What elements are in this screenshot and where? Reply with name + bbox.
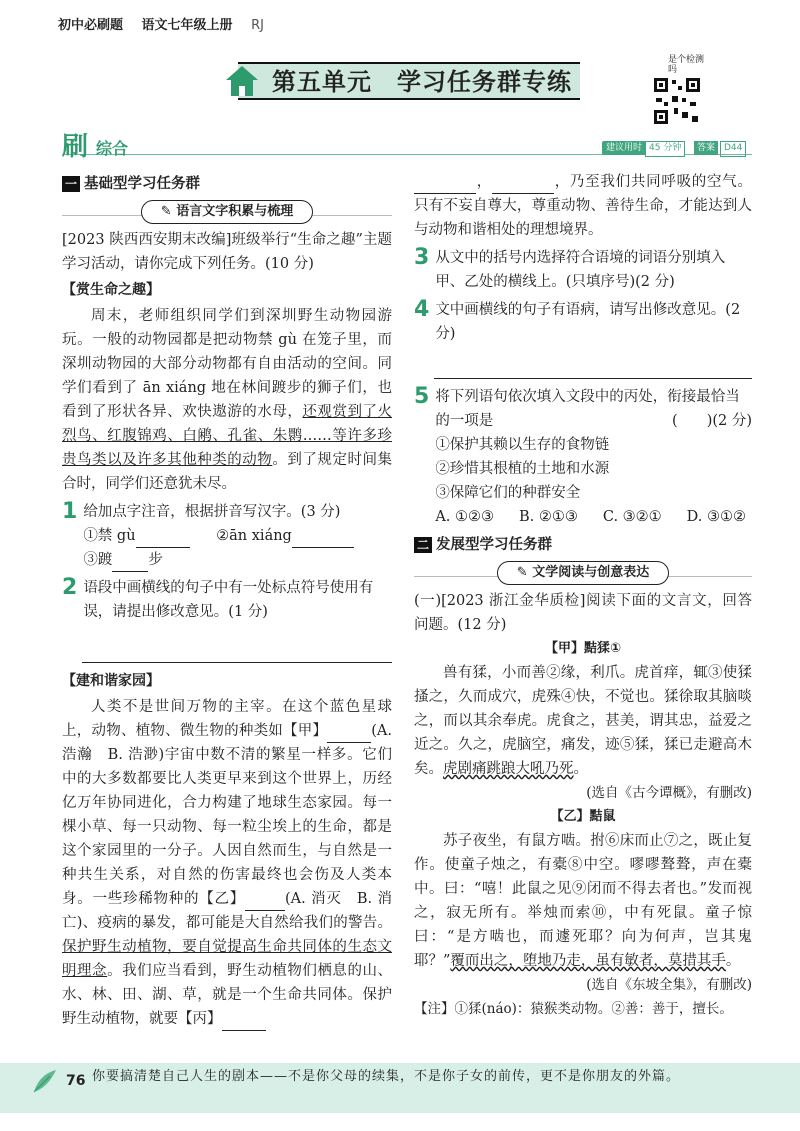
passage-2-underlined: 保护野生动植物，要自觉提高生命共同体的生态文明理念 (62, 939, 392, 979)
q5-option-d[interactable]: D. ③①② (686, 509, 746, 525)
text-jia-source: (选自《古今谭概》，有删改) (586, 785, 752, 801)
blank-jia[interactable] (327, 726, 371, 743)
page-title: 第五单元 学习任务群专练 (272, 68, 572, 96)
passage-2-continued: ， ，乃至我们共同呼吸的空气。只有不妄自尊大，尊重动物、善待生命，才能达到人与动物和谐相处的理想境界。 (414, 174, 753, 238)
group1-title: 基础型学习任务群 (84, 176, 200, 192)
question-1-item-c (83, 548, 392, 572)
edition: RJ (251, 18, 264, 33)
group1-number: 一 (62, 176, 80, 192)
group1-heading (62, 172, 392, 196)
q1-item-a: ①禁 gù (83, 528, 136, 544)
question-1-text: 给加点字注音，根据拼音写汉字。(3 分) (83, 504, 341, 520)
text-yi-wavy: 覆而出之，堕地乃走，虽有敏者，莫措其手 (450, 953, 726, 969)
pill-literature: ✎ 文学阅读与创意表达 (497, 561, 669, 585)
q1-item-c-pre: ③踱 (83, 552, 113, 568)
question-2-number: 2 (62, 575, 78, 600)
footer-quote: 你要搞清楚自己人生的剧本——不是你父母的续集，不是你子女的前传，更不是你朋友的外篇。 (92, 1069, 681, 1084)
passage-1-b: 。到了规定时间集合时，同学们还意犹未尽。 (62, 452, 393, 492)
notes: 【注】①猱(náo)：猿猴类动物。②善：善于，擅长。 (414, 1001, 733, 1017)
question-2 (62, 576, 392, 624)
pill2-label: 文学阅读与创意表达 (532, 565, 650, 580)
passage-2-b: (A. 浩瀚 B. 浩渺)宇宙中数不清的繁星一样多。它们中的大多数都要比人类更早来到这个世界上，历经亿万年协同进化，合力构建了地球生态家园。每一棵小草、每一只动物、每一粒尘埃上的生命，都是这个家园里的一分子。人因自然而生，与自然是一种共生关系，对自然的伤害最终也会伤及人类本身。一些珍稀物种的【乙】 (62, 723, 392, 907)
pill1-label: 语言文字积累与梳理 (176, 204, 294, 219)
text-yi-b: 。 (725, 953, 741, 969)
q1-item-c-post: 步 (148, 552, 163, 568)
task-intro: [2023 陕西西安期末改编]班级举行“生命之趣”主题学习活动，请你完成下列任务。(10 分) (62, 232, 392, 272)
series-name: 初中必刷题 (58, 18, 124, 33)
question-3-text: 从文中的括号内选择符合语境的词语分别填入甲、乙处的横线上。(只填序号)(2 分) (435, 250, 726, 290)
question-5 (414, 385, 752, 529)
question-4-number: 4 (414, 297, 430, 322)
blank-bing-2[interactable] (492, 177, 554, 194)
right-column (414, 170, 752, 1021)
q5-option-c[interactable]: C. ③②① (602, 509, 662, 525)
text-jia-title: 【甲】黠猱① (544, 641, 621, 656)
text-jia-a: 兽有猱，小而善②缘，利爪。虎首痒，辄③使猱搔之，久而成穴，虎殊④快，不觉也。猱徐取其脑啖之，而以其余奉虎。虎食之，甚美，谓其忠，益爱之近之。久之，虎脑空，痛发，迹⑤猱，猱已走避高木矣。 (414, 665, 752, 777)
text-yi-source: (选自《东坡全集》，有删改) (586, 977, 752, 993)
q1-blank-b[interactable] (292, 531, 354, 548)
question-2-text: 语段中画横线的句子中有一处标点符号使用有误，请提出修改意见。(1 分) (83, 580, 374, 620)
section-label: 综合 (96, 139, 129, 158)
q1-blank-a[interactable] (136, 531, 190, 548)
reading-intro: (一)[2023 浙江金华质检]阅读下面的文言文，回答问题。(12 分) (414, 593, 752, 633)
passage-2-d: 。我们应当看到，野生动植物们栖息的山、水、林、田、湖、草，就是一个生命共同体。保护野生动植物，就要【丙】 (62, 963, 393, 1027)
q5-sentence-1: ①保护其赖以生存的食物链 (435, 437, 610, 453)
q1-item-b: ②ān xiáng (216, 528, 292, 544)
blank-bing-1[interactable] (414, 177, 476, 194)
text-yi-title: 【乙】黠鼠 (550, 809, 616, 824)
q5-options (435, 505, 752, 529)
text-yi-a: 苏子夜坐，有鼠方啮。拊⑥床而止⑦之，既止复作。使童子烛之，有橐⑧中空。嘐嘐聱聱，声在橐中。曰：“嘻！此鼠之见⑨闭而不得去者也。”发而视之，寂无所有。举烛而索⑩，中有死鼠。童子惊曰：“是方啮也，而遽死耶？向为何声，岂其鬼耶？” (414, 833, 752, 969)
passage-2-end: ，乃至我们共同呼吸的空气。只有不妄自尊大，尊重动物、善待生命，才能达到人与动物和谐相处的理想境界。 (414, 174, 753, 238)
pill2-wrap (414, 561, 752, 585)
question-5-number: 5 (414, 384, 430, 409)
blank-bing[interactable] (222, 1014, 266, 1031)
blank-yi[interactable] (245, 894, 285, 911)
question-4 (414, 298, 752, 346)
page-number: 76 (66, 1073, 86, 1089)
text-yi (414, 829, 752, 973)
group2-title: 发展型学习任务群 (436, 537, 552, 553)
pill1-wrap (62, 200, 392, 224)
q5-sentence-2: ②珍惜其根植的土地和水源 (435, 461, 610, 477)
house-icon (222, 62, 262, 98)
passage-2-c: (A. 消灭 B. 消亡)、疫病的暴发，都可能是大自然给我们的警告。 (62, 891, 392, 931)
q2-answer-line[interactable] (82, 640, 392, 663)
answer-label: 答案 (694, 141, 718, 155)
subject-name: 语文七年级上册 (141, 18, 233, 33)
section-shua: 刷 (62, 132, 89, 162)
passage-2-a: 人类不是世间万物的主宰。在这个蓝色星球上，动物、植物、微生物的种类如【甲】 (62, 699, 392, 739)
text-jia-wavy: 虎剧痛跳踉大吼乃死 (443, 761, 574, 777)
q5-sentence-3: ③保障它们的种群安全 (435, 485, 581, 501)
text-jia (414, 661, 752, 781)
qr-code-icon[interactable] (652, 76, 702, 126)
left-column (62, 170, 392, 1031)
question-1-number: 1 (62, 499, 78, 524)
question-4-text: 文中画横线的句子有语病，请写出修改意见。(2 分) (435, 302, 741, 342)
pill-language: ✎ 语言文字积累与梳理 (141, 200, 313, 224)
question-1-items (83, 524, 392, 548)
leaf-icon (30, 1066, 60, 1096)
q1-blank-c[interactable] (112, 555, 148, 572)
question-3 (414, 246, 752, 294)
time-value: 45 分钟 (645, 141, 685, 157)
time-label: 建议用时 (602, 141, 646, 155)
question-5-text: 将下列语句依次填入文段中的丙处，衔接最恰当的一项是 (435, 389, 740, 429)
passage-1-underlined: 还观赏到了火烈鸟、红腹锦鸡、白鹇、孔雀、朱鹮……等许多珍贵鸟类以及许多其他种类的动物 (62, 404, 393, 468)
passage-1 (62, 304, 392, 496)
text-jia-b: 。 (573, 761, 588, 777)
group2-heading (414, 533, 752, 557)
passage-1-a: 周末，老师组织同学们到深圳野生动物园游玩。一般的动物园都是把动物禁 gù 在笼子里，而深圳动物园的大部分动物都有自由活动的空间。同学们看到了 ān xiáng 地在林间踱步的狮子们，也看到了形状各异、欢快遨游的水母， (62, 308, 392, 420)
question-1 (62, 500, 392, 572)
passage-2 (62, 695, 392, 1031)
question-3-number: 3 (414, 245, 430, 270)
answer-page: D44 (720, 141, 746, 157)
q5-option-a[interactable]: A. ①②③ (435, 509, 494, 525)
subhead-build: 【建和谐家园】 (62, 673, 160, 689)
q4-answer-line[interactable] (434, 356, 752, 379)
question-5-score: ( )(2 分) (672, 413, 752, 429)
q5-option-b[interactable]: B. ②①③ (519, 509, 578, 525)
header-series (58, 14, 278, 33)
subhead-appreciate: 【赏生命之趣】 (62, 282, 160, 298)
qr-label: 是个检测吗 (668, 55, 705, 75)
group2-number: 二 (414, 537, 432, 553)
